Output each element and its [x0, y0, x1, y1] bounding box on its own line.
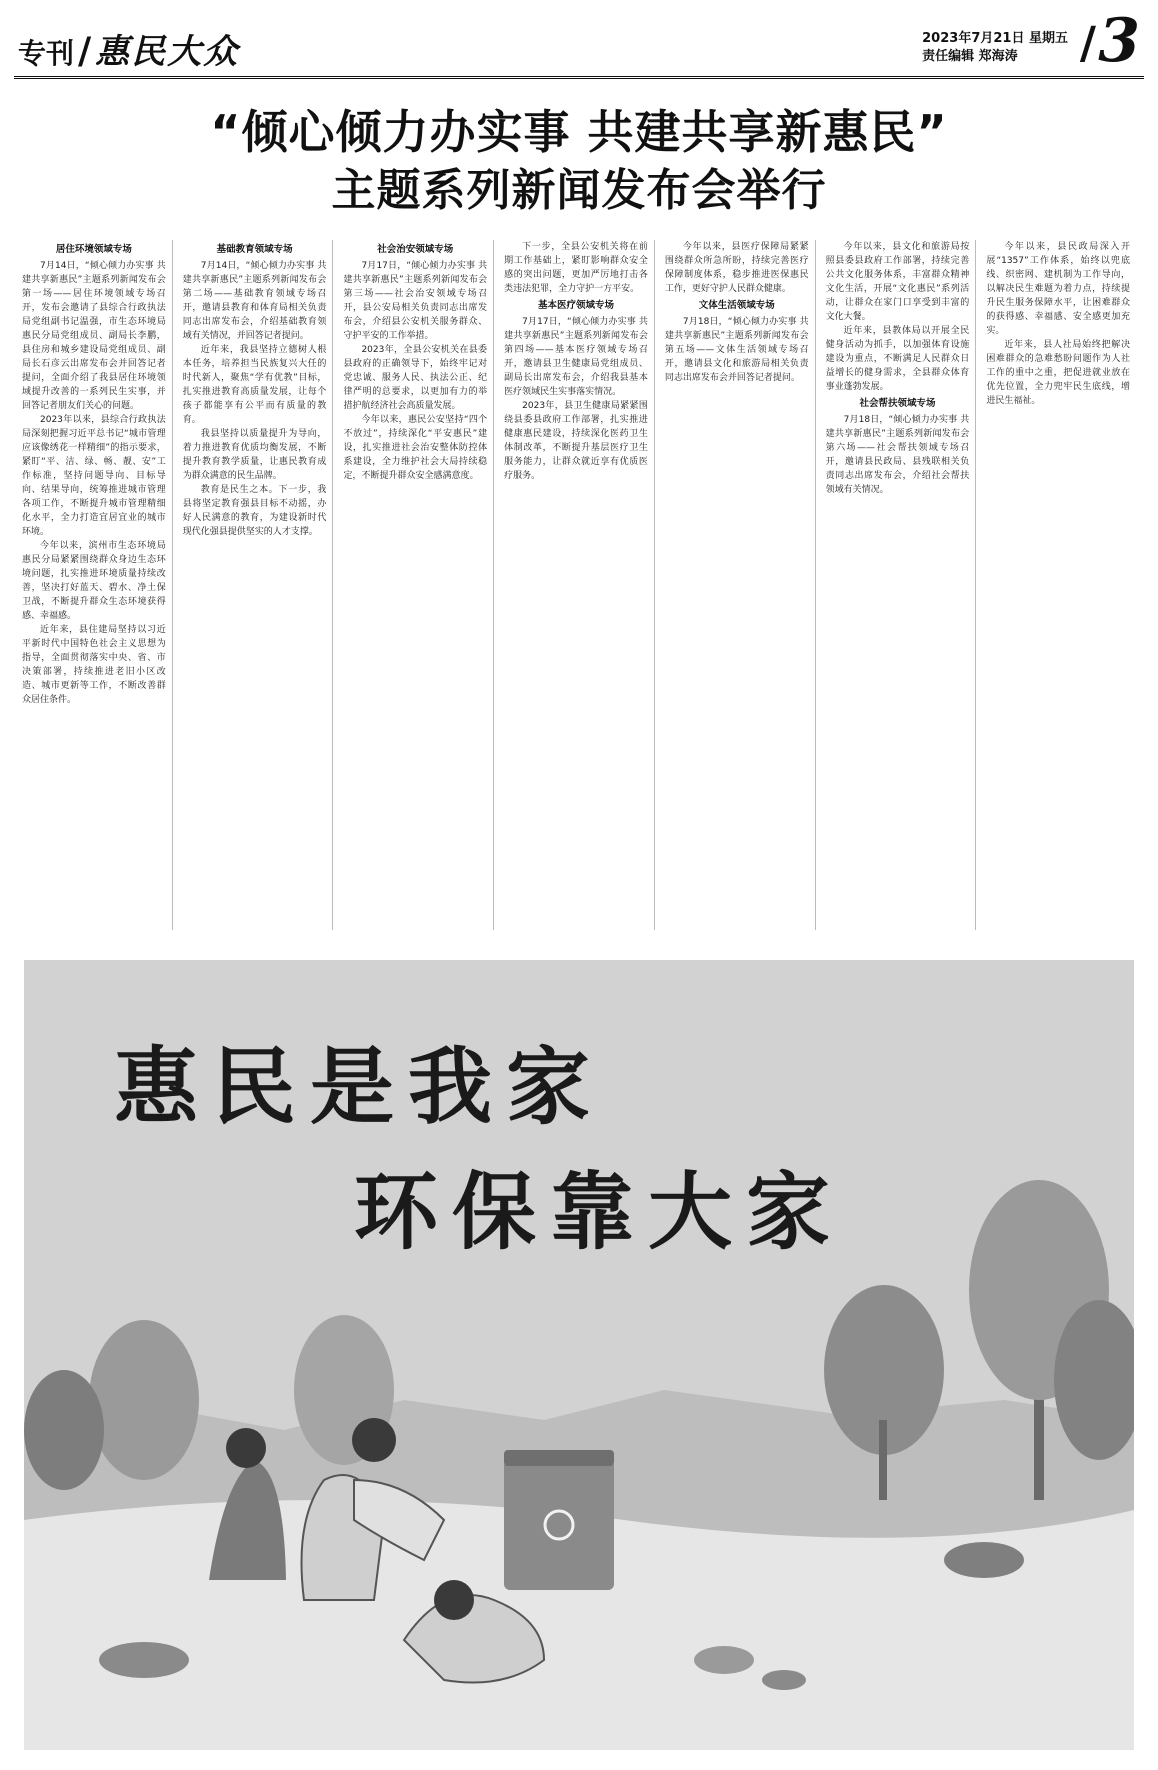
article-columns [22, 240, 1136, 930]
column-6 [826, 240, 977, 930]
article-paragraph: 7月17日，“倾心倾力办实事 共建共享新惠民”主题系列新闻发布会第四场——基本医疗领域专场召开，邀请县卫生健康局党组成员、副局长出席发布会，介绍我县基本医疗领域民生实事落实情况。 [504, 317, 648, 397]
article-paragraph: 近年来，县教体局以开展全民健身活动为抓手，以加强体育设施建设为重点，不断满足人民群众日益增长的健身需求，全县群众体育事业蓬勃发展。 [825, 326, 970, 392]
article-paragraph: 近年来，县人社局始终把解决困难群众的急难愁盼问题作为人社工作的重中之重，把促进就业放在优先位置，全力兜牢民生底线，增进民生福祉。 [986, 340, 1131, 406]
article-paragraph: 今年以来，县文化和旅游局按照县委县政府工作部署，持续完善公共文化服务体系，丰富群众精神文化生活，开展“文化惠民”系列活动，让群众在家门口享受到丰富的文化大餐。 [825, 242, 970, 322]
slogan-line-2: 环保靠大家 [354, 1162, 845, 1261]
environmental-illustration [24, 960, 1134, 1750]
article-paragraph: 2023年，县卫生健康局紧紧围绕县委县政府工作部署，扎实推进健康惠民建设，持续深化医药卫生体制改革，不断提升基层医疗卫生服务能力，让群众就近享有优质医疗服务。 [504, 401, 648, 481]
section-heading: 文体生活领域专场 [698, 300, 775, 311]
section-heading: 基础教育领域专场 [216, 244, 293, 255]
article-paragraph: 教育是民生之本。下一步，我县将坚定教育强县目标不动摇，办好人民满意的教育，为建设新时代现代化强县提供坚实的人才支撑。 [182, 485, 327, 537]
article-paragraph: 2023年，全县公安机关在县委县政府的正确领导下，始终牢记对党忠诚、服务人民、执法公正、纪律严明的总要求，以更加有力的举措护航经济社会高质量发展。 [343, 345, 488, 411]
date-editor-block [922, 30, 1068, 66]
column-3 [343, 240, 494, 930]
section-heading: 基本医疗领域专场 [538, 300, 615, 311]
column-4 [504, 240, 655, 930]
article-paragraph: 7月17日，“倾心倾力办实事 共建共享新惠民”主题系列新闻发布会第三场——社会治安领域专场召开，县公安局相关负责同志出席发布会，介绍县公安机关服务群众、守护平安的工作举措。 [343, 261, 488, 341]
article-paragraph: 今年以来，县医疗保障局紧紧围绕群众所急所盼，持续完善医疗保障制度体系，稳步推进医保惠民工作，更好守护人民群众健康。 [664, 242, 809, 294]
header-rule [14, 76, 1144, 79]
headline-line-1: “倾心倾力办实事 共建共享新惠民” [210, 105, 948, 159]
page-header [0, 0, 1158, 80]
article-paragraph: 今年以来，滨州市生态环境局惠民分局紧紧围绕群众身边生态环境问题，扎实推进环境质量持续改善，坚决打好蓝天、碧水、净土保卫战，不断提升群众生态环境获得感、幸福感。 [22, 541, 166, 621]
main-headline [0, 102, 1158, 220]
article-paragraph: 下一步，全县公安机关将在前期工作基础上，紧盯影响群众安全感的突出问题，更加严厉地打击各类违法犯罪，全力守护一方平安。 [504, 242, 648, 294]
section-heading: 社会帮扶领域专场 [859, 398, 936, 409]
article-paragraph: 近年来，我县坚持立德树人根本任务，培养担当民族复兴大任的时代新人，聚焦“学有优教”目标，扎实推进教育高质量发展，让每个孩子都能享有公平而有质量的教育。 [182, 345, 327, 425]
column-5 [665, 240, 816, 930]
column-name: 专刊 [18, 37, 75, 70]
article-paragraph: 7月14日，“倾心倾力办实事 共建共享新惠民”主题系列新闻发布会第二场——基础教育领域专场召开，邀请县教育和体育局相关负责同志出席发布会，介绍基础教育领域有关情况，并回答记者提问。 [182, 261, 327, 341]
paper-name: 惠民大众 [95, 32, 240, 72]
masthead [18, 24, 239, 73]
article-paragraph: 近年来，县住建局坚持以习近平新时代中国特色社会主义思想为指导，全面贯彻落实中央、省、市决策部署，持续推进老旧小区改造、城市更新等工作，不断改善群众居住条件。 [22, 625, 166, 705]
issue-date: 2023年7月21日 星期五 [922, 31, 1068, 46]
article-paragraph: 我县坚持以质量提升为导向，着力推进教育优质均衡发展，不断提升教育教学质量，让惠民教育成为群众满意的民生品牌。 [182, 429, 327, 481]
article-paragraph: 7月14日，“倾心倾力办实事 共建共享新惠民”主题系列新闻发布会第一场——居住环境领域专场召开，发布会邀请了县综合行政执法局党组副书记温强，市生态环境局惠民分局党组成员、副局长李鹏，县住房和城乡建设局党组成员、副局长石彦云出席发布会并回答记者提问，全面介绍了我县居住环境领域提升改善的一系列民生实事，并回答记者朋友们关心的问题。 [22, 261, 166, 411]
slash-divider-right: / [1079, 18, 1096, 69]
article-paragraph: 7月18日，“倾心倾力办实事 共建共享新惠民”主题系列新闻发布会第五场——文体生活领域专场召开，邀请县文化和旅游局相关负责同志出席发布会并回答记者提问。 [664, 317, 809, 383]
page-number: 3 [1098, 6, 1140, 76]
article-paragraph: 今年以来，县民政局深入开展“1357”工作体系，始终以兜底线、织密网、建机制为工作导向，以解决民生难题为着力点，持续提升民生服务保障水平，让困难群众的获得感、幸福感、安全感更加充实。 [986, 242, 1131, 336]
column-2 [183, 240, 334, 930]
column-1 [22, 240, 173, 930]
article-paragraph: 2023年以来，县综合行政执法局深刻把握习近平总书记“城市管理应该像绣花一样精细”的指示要求，紧盯“平、洁、绿、畅、靓、安”工作标准，坚持问题导向、目标导向、结果导向，统筹推进城市管理各项工作，不断提升城市管理精细化水平，全力打造宜居宜业的城市环境。 [22, 415, 166, 537]
article-paragraph: 7月18日，“倾心倾力办实事 共建共享新惠民”主题系列新闻发布会第六场——社会帮扶领域专场召开，邀请县民政局、县残联相关负责同志出席发布会，介绍社会帮扶领域有关情况。 [825, 415, 970, 495]
slash-divider: / [78, 30, 92, 72]
slogan-line-1: 惠民是我家 [114, 1037, 605, 1136]
section-heading: 居住环境领域专场 [55, 244, 132, 255]
column-7 [986, 240, 1136, 930]
section-heading: 社会治安领域专场 [377, 244, 454, 255]
responsible-editor: 责任编辑 郑海涛 [922, 49, 1018, 64]
headline-line-2: 主题系列新闻发布会举行 [331, 165, 827, 216]
article-paragraph: 今年以来，惠民公安坚持“四个不放过”，持续深化“平安惠民”建设，扎实推进社会治安整体防控体系建设，全力维护社会大局持续稳定，不断提升群众安全感满意度。 [343, 415, 488, 481]
